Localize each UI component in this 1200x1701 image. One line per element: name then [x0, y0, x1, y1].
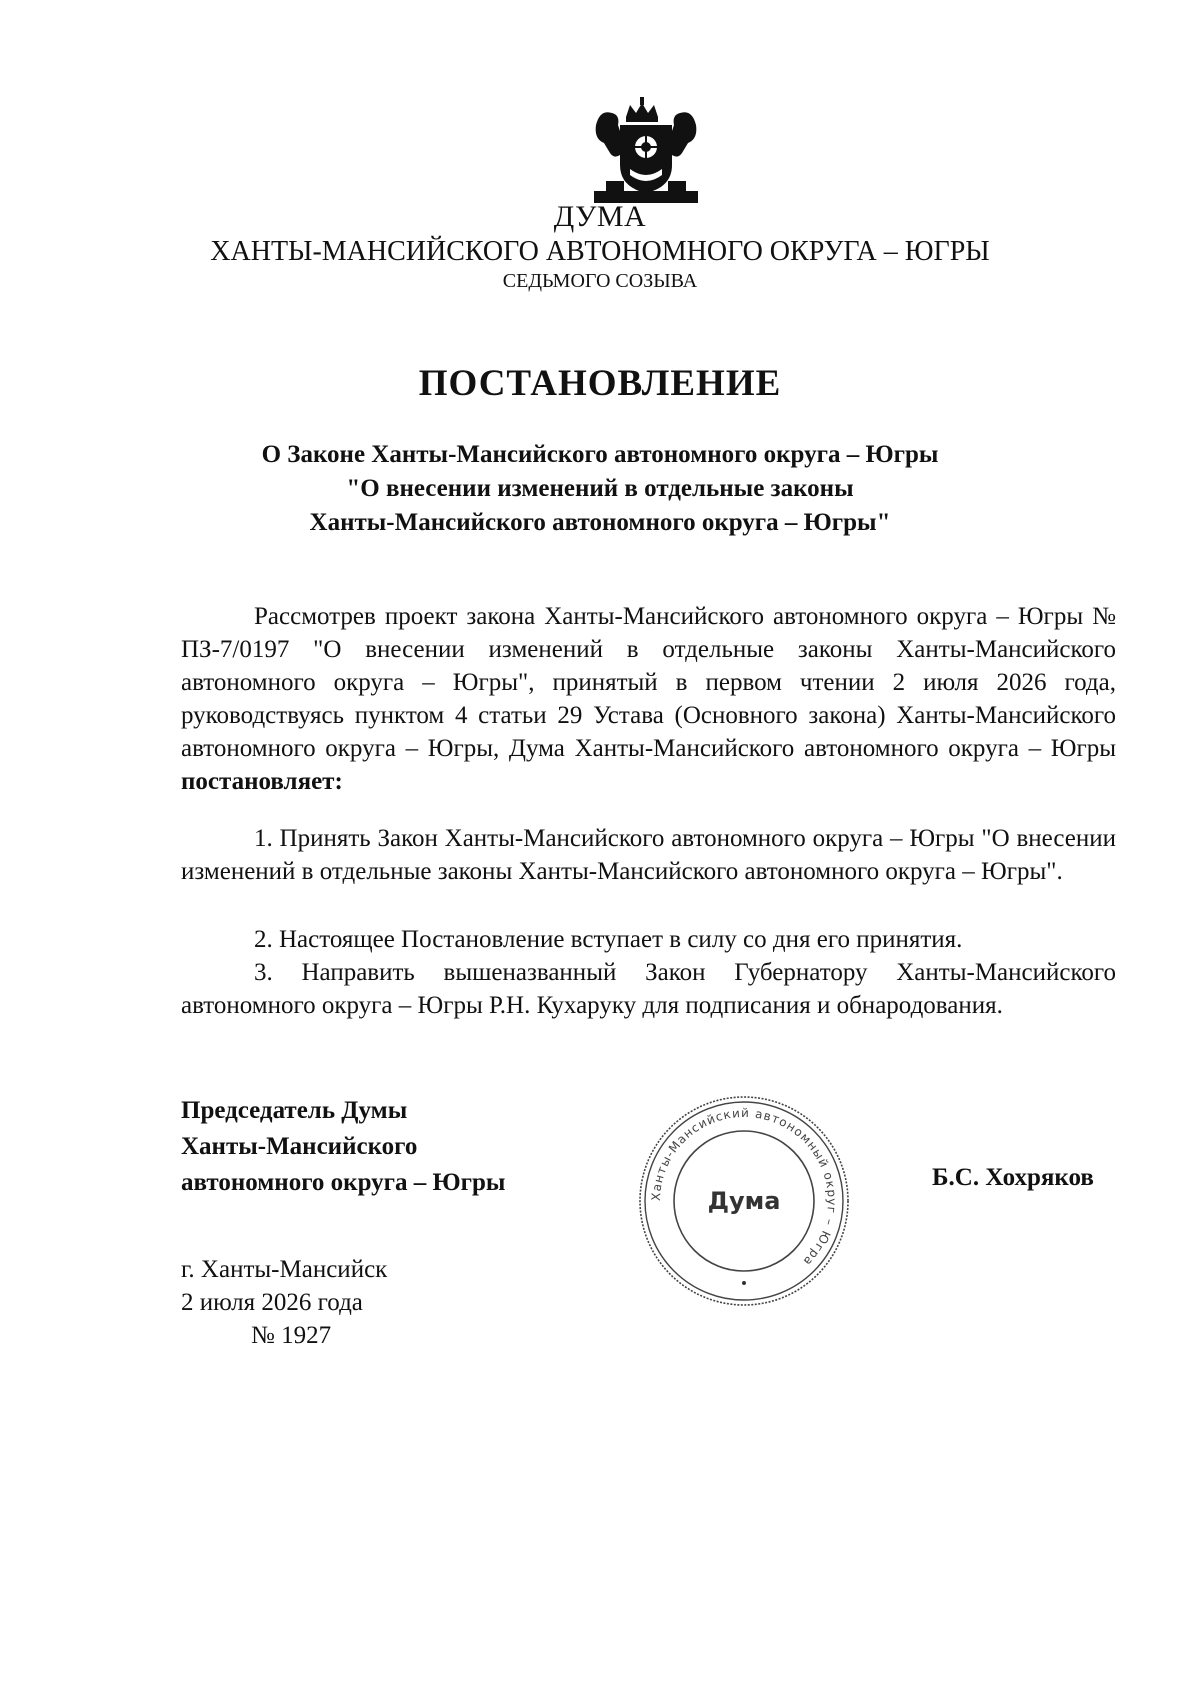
signatory-title [181, 1093, 505, 1201]
signatory-name: Б.С. Хохряков [932, 1164, 1094, 1191]
document-type-title: ПОСТАНОВЛЕНИЕ [418, 363, 782, 404]
subject-line: О Законе Ханты-Мансийского автономного округа – Югры [261, 441, 939, 468]
document-number: № 1927 [251, 1322, 332, 1349]
region-name: ХАНТЫ-МАНСИЙСКОГО АВТОНОМНОГО ОКРУГА – ЮГРЫ [210, 236, 990, 267]
resolution-item [181, 822, 1116, 888]
institution-name: ДУМА [553, 200, 647, 233]
resolution-item [181, 923, 1116, 956]
signatory-title-line: автономного округа – Югры [181, 1169, 506, 1196]
seal-ring-text: Ханты-Мансийский автономный округ – Югра [648, 1105, 840, 1270]
issue-place: г. Ханты-Мансийск [181, 1256, 388, 1283]
resolution-item-text: 3. Направить вышеназванный Закон Губернатору Ханты-Мансийского автономного округа – Югры Р.Н. Кухаруку для подписания и обнародования. [181, 959, 1116, 1019]
preamble-text: Рассмотрев проект закона Ханты-Мансийского автономного округа – Югры № ПЗ-7/0197 "О внесении изменений в отдельные законы Ханты-Мансийского автономного округа – Югры", принятый в первом чтении 2 июля 2026 года, руководствуясь пунктом 4 статьи 29 Устава (Основного закона) Ханты-Мансийского автономного округа – Югры, Дума Ханты-Мансийского автономного округа – Югры [181, 603, 1116, 762]
issue-date: 2 июля 2026 года [181, 1289, 363, 1316]
resolution-item-text: 2. Настоящее Постановление вступает в силу со дня его принятия. [254, 926, 963, 953]
signatory-title-line: Ханты-Мансийского [181, 1133, 418, 1160]
resolution-item-text: 1. Принять Закон Ханты-Мансийского автономного округа – Югры "О внесении изменений в отдельные законы Ханты-Мансийского автономного округа – Югры". [181, 825, 1116, 885]
signatory-title-line: Председатель Думы [181, 1097, 408, 1124]
convocation: СЕДЬМОГО СОЗЫВА [502, 270, 698, 292]
coat-of-arms-icon [590, 95, 702, 207]
resolution-item [181, 956, 1116, 1022]
subject-line: Ханты-Мансийского автономного округа – Югры" [309, 509, 891, 536]
subject-line: "О внесении изменений в отдельные законы [346, 475, 854, 502]
preamble-paragraph [181, 600, 1116, 798]
seal-center-text: Дума [707, 1187, 781, 1215]
preamble-emphasis: постановляет: [181, 768, 343, 795]
official-seal [635, 1092, 853, 1310]
issue-details [181, 1253, 387, 1352]
